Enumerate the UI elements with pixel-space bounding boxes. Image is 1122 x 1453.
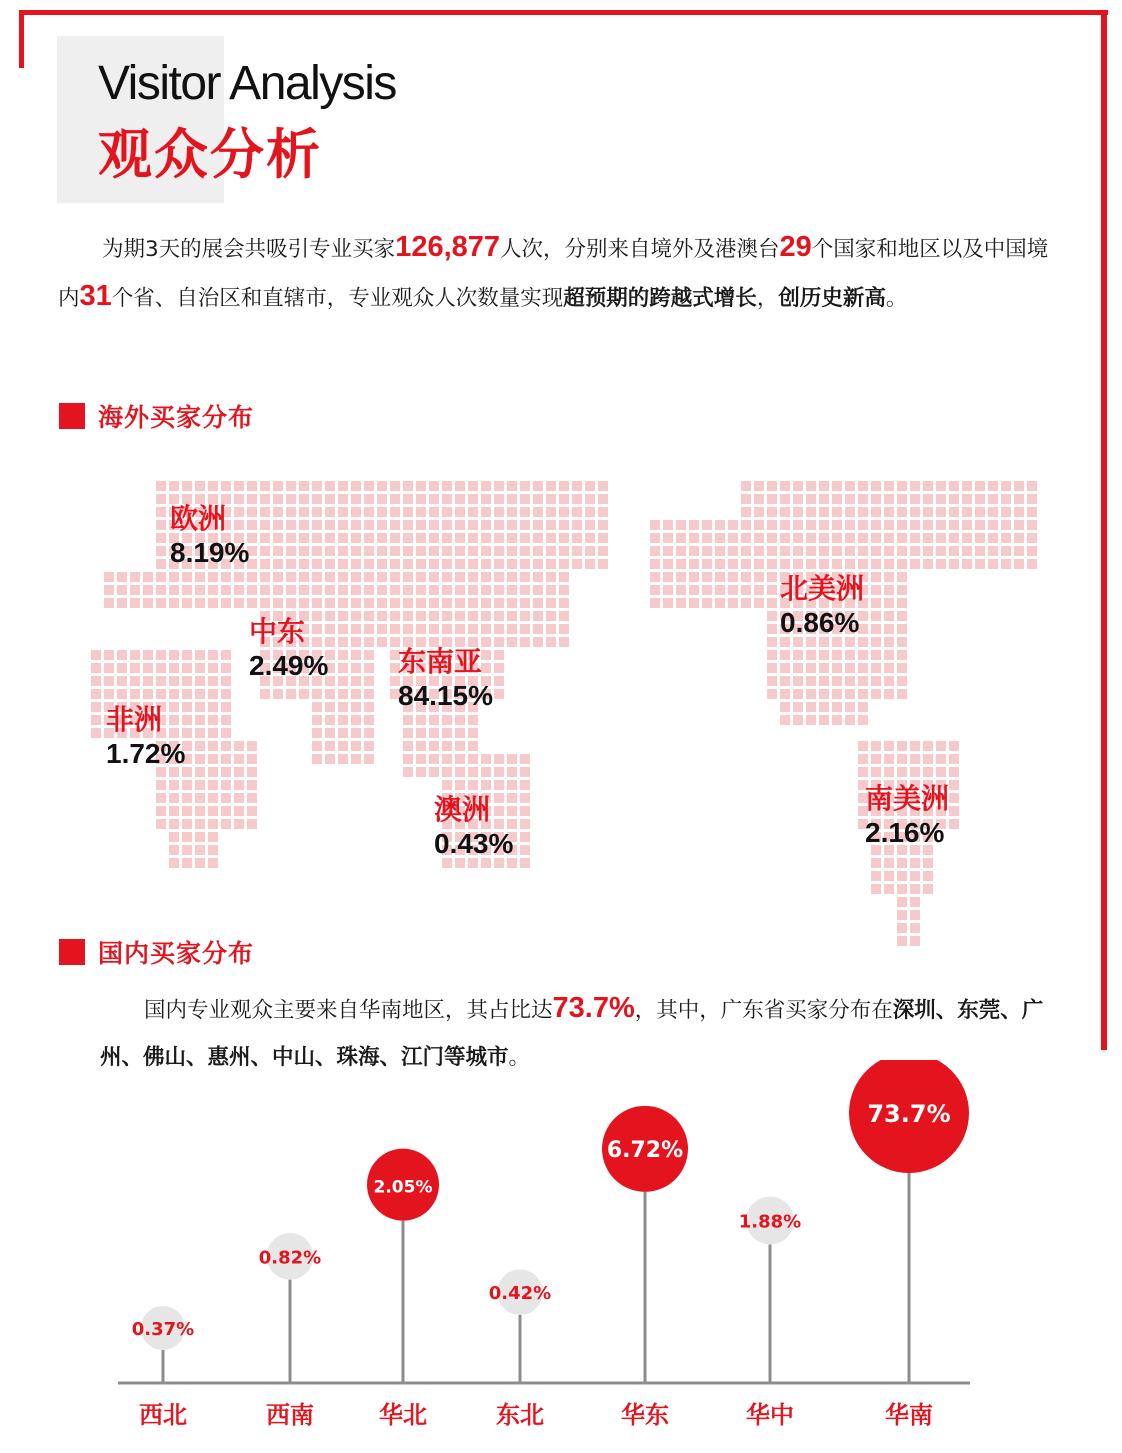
bubble-value-label: 0.37% [131, 1319, 195, 1340]
bubble-value-label: 0.82% [258, 1247, 322, 1269]
country-count: 29 [779, 231, 812, 263]
intro-paragraph: 为期3天的展会共吸引专业买家126,877人次，分别来自境外及港澳台29个国家和地区以及中国境内31个省、自治区和直辖市，专业观众人次数量实现超预期的跨越式增长，创历史新高。 [58, 231, 1049, 312]
region-southeast-asia: 东南亚 84.15% [398, 645, 493, 711]
section-header-domestic [59, 934, 254, 970]
page-title-cn: 观众分析 [98, 123, 322, 186]
region-australia: 澳洲 0.43% [434, 793, 514, 859]
section-title-domestic: 国内买家分布 [98, 939, 255, 968]
category-label: 华东 [621, 1401, 669, 1429]
region-south-america: 南美洲 2.16% [865, 782, 950, 848]
bubble-value-label: 1.88% [738, 1211, 802, 1233]
province-count: 31 [79, 280, 112, 312]
south-china-share: 73.7% [552, 992, 635, 1024]
bubble-value-label: 0.42% [488, 1283, 552, 1305]
region-middle-east: 中东 2.49% [249, 615, 329, 681]
domestic-bubble-chart [0, 1060, 1122, 1453]
section-title-overseas: 海外买家分布 [98, 403, 255, 432]
bubble-value-label: 6.72% [606, 1137, 684, 1163]
frame-top-border [19, 10, 1108, 15]
domestic-paragraph: 国内专业观众主要来自华南地区，其占比达73.7%，其中，广东省买家分布在深圳、东莞、广州、佛山、惠州、中山、珠海、江门等城市。 [100, 992, 1044, 1070]
page-title-en: Visitor Analysis [98, 57, 396, 110]
bubble-value-label: 2.05% [373, 1177, 433, 1198]
category-label: 华南 [885, 1401, 933, 1429]
region-north-america: 北美洲 0.86% [780, 572, 865, 638]
section-marker [59, 939, 85, 965]
bubble-value-label: 73.7% [867, 1100, 951, 1128]
category-label: 西北 [139, 1401, 187, 1429]
frame-left-border [19, 10, 24, 68]
category-label: 华中 [746, 1401, 794, 1429]
category-label: 华北 [379, 1401, 427, 1429]
buyer-count: 126,877 [395, 231, 501, 263]
section-marker [59, 403, 85, 429]
region-europe: 欧洲 8.19% [170, 502, 250, 568]
region-africa: 非洲 1.72% [106, 703, 186, 769]
section-header-overseas [59, 398, 254, 434]
category-label: 东北 [496, 1401, 544, 1429]
category-label: 西南 [266, 1401, 314, 1429]
